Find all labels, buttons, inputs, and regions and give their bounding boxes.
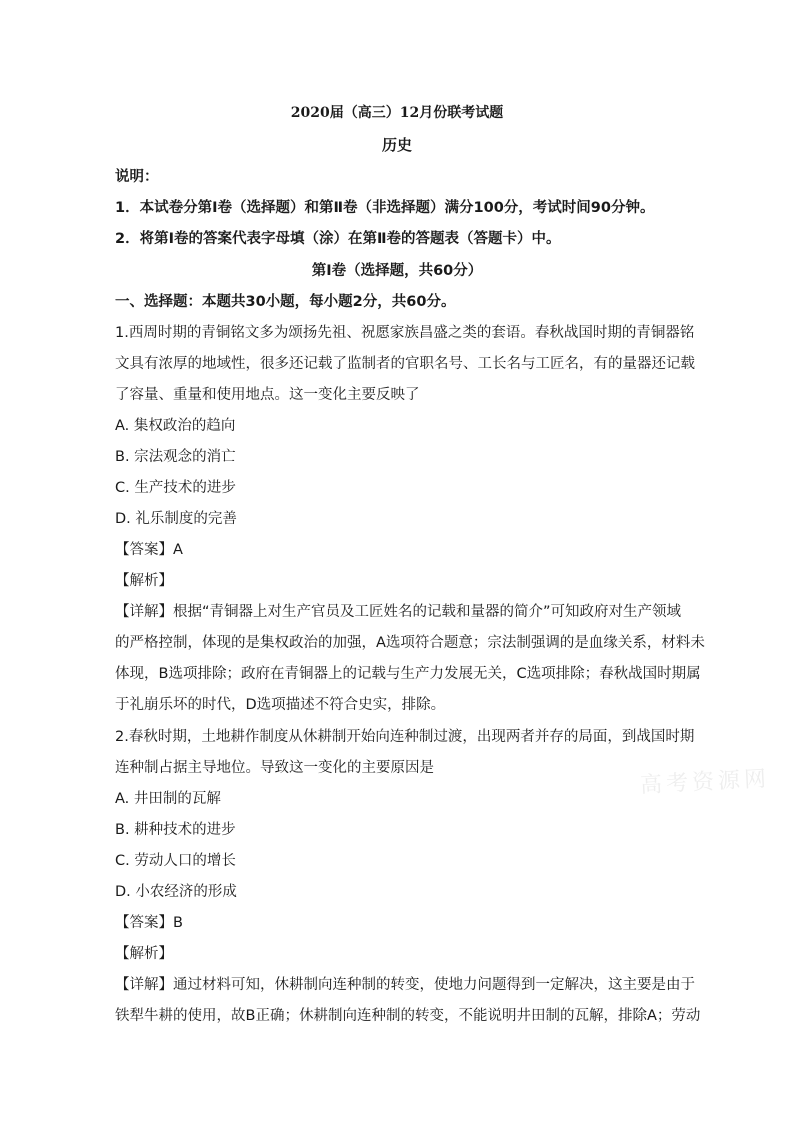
instruction-item: 2．将第Ⅰ卷的答案代表字母填（涂）在第Ⅱ卷的答题表（答题卡）中。: [115, 231, 561, 247]
answer-line: 【答案】A: [115, 542, 183, 558]
option-c: C. 生产技术的进步: [115, 480, 236, 496]
subject-title: 历史: [381, 136, 412, 154]
detail-line: 于礼崩乐坏的时代，D选项描述不符合史实，排除。: [115, 697, 446, 713]
section-title: 第Ⅰ卷（选择题，共60分）: [311, 263, 483, 279]
question-stem-line: 2.春秋时期，土地耕作制度从休耕制开始向连种制过渡，出现两者并存的局面，到战国时期: [115, 729, 695, 745]
option-c: C. 劳动人口的增长: [115, 853, 236, 869]
watermark: 高考资源网: [639, 766, 771, 799]
part-heading: 一、选择题：本题共30小题，每小题2分，共60分。: [115, 294, 456, 310]
analysis-label: 【解析】: [115, 946, 173, 962]
option-b: B. 宗法观念的消亡: [115, 449, 236, 465]
detail-line: 【详解】根据“青铜器上对生产官员及工匠姓名的记载和量器的简介”可知政府对生产领域: [115, 604, 682, 620]
question-stem-line: 了容量、重量和使用地点。这一变化主要反映了: [115, 387, 420, 403]
instruction-item: 1．本试卷分第Ⅰ卷（选择题）和第Ⅱ卷（非选择题）满分100分，考试时间90分钟。: [115, 200, 655, 216]
option-d: D. 小农经济的形成: [115, 884, 237, 900]
detail-line: 铁犁牛耕的使用，故B正确；休耕制向连种制的转变，不能说明井田制的瓦解，排除A；劳动: [115, 1008, 701, 1024]
question-stem-line: 文具有浓厚的地域性，很多还记载了监制者的官职名号、工长名与工匠名，有的量器还记载: [115, 356, 695, 372]
detail-line: 【详解】通过材料可知，休耕制向连种制的转变，使地力问题得到一定解决，这主要是由于: [115, 977, 695, 993]
option-b: B. 耕种技术的进步: [115, 822, 236, 838]
question-stem-line: 1.西周时期的青铜铭文多为颂扬先祖、祝愿家族昌盛之类的套语。春秋战国时期的青铜器铭: [115, 325, 695, 341]
option-d: D. 礼乐制度的完善: [115, 511, 237, 527]
question-stem-line: 连种制占据主导地位。导致这一变化的主要原因是: [115, 760, 434, 776]
answer-line: 【答案】B: [115, 915, 183, 931]
option-a: A. 集权政治的趋向: [115, 418, 236, 434]
exam-title: 2020届（高三）12月份联考试题: [290, 105, 504, 121]
detail-line: 的严格控制，体现的是集权政治的加强，A选项符合题意；宗法制强调的是血缘关系，材料未: [115, 635, 705, 651]
detail-line: 体现，B选项排除；政府在青铜器上的记载与生产力发展无关，C选项排除；春秋战国时期属: [115, 666, 701, 682]
analysis-label: 【解析】: [115, 573, 173, 589]
instructions-heading: 说明：: [115, 169, 159, 185]
option-a: A. 井田制的瓦解: [115, 791, 221, 807]
